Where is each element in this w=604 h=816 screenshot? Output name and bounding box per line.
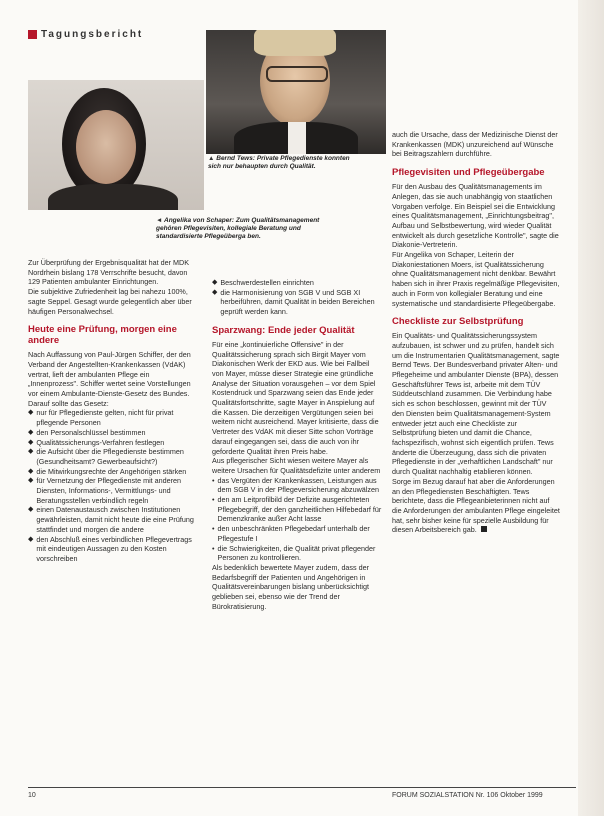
- subheading: Sparzwang: Ende jeder Qualität: [212, 324, 355, 336]
- paragraph: Als bedenklich bewertete Mayer zudem, dass der Bedarfsbegriff der Patienten und Angehörigen in Qualitätsvereinbarungen bislang unberücksichtigt geblieben sei, ebenso wie der Trend der Bürokratisierung.: [212, 562, 370, 611]
- dot-list: [212, 476, 382, 563]
- paragraph: auch die Ursache, dass der Medizinische Dienst der Krankenkassen (MDK) unzureichend auf Wünsche bei Beitragszahlern durchführe.: [392, 130, 558, 159]
- photo-bernd-tews: [206, 30, 386, 154]
- list-item: • den unbeschränkten Pflegebedarf unterhalb der Pflegestufe I: [212, 524, 370, 543]
- list-item: ◆ für Vernetzung der Pflegedienste mit anderen Diensten, Informations-, Vermittlungs- und Beratungsstellen verbindlich regeln: [28, 476, 182, 505]
- list-item: ◆ den Abschluß eines verbindlichen Pflegevertrags mit eindeutigen Aussagen zu den Kosten vorschreiben: [28, 534, 192, 563]
- subheading: Pflegevisiten und Pflegeübergabe: [392, 167, 545, 179]
- paragraph: Ein Qualitäts- und Qualitätssicherungssystem aufzubauen, ist schwer und zu prüfen, handelt sich um die Instrumentarien Qualitätsmanagement, sagte Bernd Tews. Der Bundesverband privater Alten- und Pflegeheime und ambulanter Dienste (BPA), dessen Geschäftsführer Tews ist, arbeite mit dem TÜV Süddeutschland zusammen. Die Verbindung habe sich es schon beschlossen, gewinnt mit der TÜV den Diensten beim Qualitätsmanagement-System entweder jetzt auch eine Checkliste zur Selbstprüfung bieten und damit die Chance, fachspezifisch, wohnst sich eigentlich prüfen. Tews änderte die Überzeugung, dass sich die privaten Pflegedienste in der „verhaftlichen Landschaft" nur durch Qualität nachhaltig etablieren können.: [392, 331, 560, 477]
- paragraph: Für Angelika von Schaper, Leiterin der Diakoniestationen Moers, ist Qualitätssicherung ohne Qualitätsmanagement nicht denkbar. Bewährt haben sich in ihrer Praxis regelmäßige Pflegevisiten, auch in Form von kollegialer Beratung und eine systematische und standardisierte Pflegeübergabe.: [392, 250, 560, 308]
- footer-rule: [28, 787, 576, 788]
- paragraph: Die subjektive Zufriedenheit lag bei nahezu 100%, sagte Seppel. Gesagt wurde gelegentlich aber über häufigen Personalwechsel.: [28, 287, 192, 316]
- article-column-1: [28, 258, 198, 564]
- photo-caption-right: ▲ Bernd Tews: Private Pflegedienste konnten sich nur behaupten durch Qualität.: [208, 155, 350, 170]
- caption-arrow-up-icon: ▲: [208, 155, 215, 162]
- dot-bullet-icon: •: [212, 543, 215, 553]
- list-item: ◆ die Harmonisierung von SGB V und SGB XI herbeiführen, damit Qualität in beiden Bereichen geprüft werden kann.: [212, 287, 375, 317]
- list-item: ◆ den Personalschlüssel bestimmen: [28, 427, 146, 437]
- section-marker: [28, 30, 37, 39]
- paragraph: Für den Ausbau des Qualitätsmanagements im Anlegen, das sie auch unabhängig von staatlichen Vorgaben verfolge. Ein Beispiel sei die Entwicklung eines Qualitätsmanagement, „Einrichtungsbeitrag", Aufbau und Selbstbewertung, wird wieder Qualität entwickelt als durch gesetzliche Kontrolle", sagte die Diakonie-Vertreterin.: [392, 182, 559, 250]
- paragraph: Zur Überprüfung der Ergebnisqualität hat der MDK Nordrhein bislang 178 Verrschrifte besucht, davon 129 Patienten ambulanter Einrichtungen.: [28, 258, 190, 287]
- section-kicker: Tagungsbericht: [41, 29, 144, 40]
- journal-footer: FORUM SOZIALSTATION Nr. 106 Oktober 1999: [392, 792, 543, 799]
- bullet-list: [28, 408, 198, 563]
- diamond-bullet-icon: ◆: [28, 477, 34, 485]
- dot-bullet-icon: •: [212, 475, 215, 485]
- paragraph: Für eine „kontinuierliche Offensive" in der Qualitätssicherung sprach sich Birgit Mayer vom Diakonischen Werk der EKD aus. Wie bei Fallbeil von Mayer, müsse dieser Strategie eine gründliche Analyse der Situation vorausgehen – vor dem Spiel Kostendruck und Sparzwang seien das Ende jeder Qualitätsfortschritte, sagte Mayer in Anspielung auf die Kassen. Die derzeitigen Vergütungen seien bei weitem nicht ausreichend. Mayer kritisierte, dass die Vertreter des VdAK mit dieser Sitte schon Vorträge darauf eingegangen sei, dass die auch von ihr geforderte Qualität ihren Preis habe.: [212, 339, 379, 456]
- diamond-bullet-icon: ◆: [28, 535, 34, 543]
- list-item: ◆ Beschwerdestellen einrichten: [212, 278, 314, 287]
- diamond-bullet-icon: ◆: [212, 288, 218, 296]
- list-item: ◆ Qualitätssicherungs-Verfahren festlegen: [28, 437, 165, 447]
- list-item: • die Schwierigkeiten, die Qualität privat pflegender Personen zu kontrollieren.: [212, 543, 376, 563]
- list-item: ◆ die Mitwirkungsrechte der Angehörigen stärken: [28, 466, 187, 476]
- page-number: 10: [28, 792, 36, 799]
- page-edge-shadow: [578, 0, 604, 816]
- list-item: • den am Leitprofilbild der Defizite ausgerichteten Pflegebegriff, der den ganzheitlichen Hilfebedarf für Demenzkranke außer Acht lasse: [212, 495, 382, 524]
- list-item: ◆ einen Datenaustausch zwischen Institutionen gewährleisten, damit nicht heute die eine Prüfung stattfindet und morgen die andere: [28, 505, 194, 534]
- end-of-article-mark: [481, 526, 487, 532]
- photo-caption-left: ◄ Angelika von Schaper: Zum Qualitätsmanagement gehören Pflegevisiten, kollegiale Beratung und standardisierte Pflegeüberga ben.: [156, 217, 320, 240]
- diamond-bullet-icon: ◆: [28, 409, 34, 417]
- list-item: ◆ die Aufsicht über die Pflegedienste bestimmen (Gesundheitsamt? Gewerbeaufsicht?): [28, 447, 184, 466]
- dot-bullet-icon: •: [212, 495, 215, 505]
- diamond-bullet-icon: ◆: [28, 448, 34, 456]
- article-column-3: [392, 130, 560, 535]
- dot-bullet-icon: •: [212, 524, 215, 534]
- subheading: Checkliste zur Selbstprüfung: [392, 316, 524, 328]
- diamond-bullet-icon: ◆: [28, 467, 34, 475]
- paragraph: Sorge im Bezug darauf hat aber die Anforderungen an den Pflegediensten Beschäftigten. Tews berichtete, dass die Pflegeanbieterinnen nicht auf die Anforderungen der ambulanten Pflege eingeleitet hat, sehr bisher keine für spezielle Ausbildung für diesen Arbeitsbereich gab.: [392, 476, 560, 535]
- article-column-2: [212, 278, 382, 612]
- diamond-bullet-icon: ◆: [28, 506, 34, 514]
- diamond-bullet-icon: ◆: [28, 428, 34, 436]
- caption-arrow-left-icon: ◄: [156, 217, 163, 224]
- paragraph: Nach Auffassung von Paul-Jürgen Schiffer, der den Verband der Angestellten-Krankenkassen (VdAK) vertrat, lieft der ambulanten Pflege ein „Innenprozess". Schiffer wertet seine Vorstellungen vor einem Ambulante-Dienste-Gesetz des Bundes. Darauf sollte das Gesetz:: [28, 350, 191, 408]
- diamond-bullet-icon: ◆: [28, 438, 34, 446]
- diamond-bullet-icon: ◆: [212, 279, 218, 286]
- list-item: ◆ nur für Pflegedienste gelten, nicht für privat pflegende Personen: [28, 408, 174, 428]
- subheading: Heute eine Prüfung, morgen eine andere: [28, 324, 177, 347]
- photo-angelika-von-schaper: [28, 80, 204, 210]
- list-item: • das Vergüten der Krankenkassen, Leistungen aus dem SGB V in der Pflegeversicherung abzuwälzen: [212, 475, 379, 495]
- paragraph: Aus pflegerischer Sicht wiesen weitere Mayer als weitere Ursachen für Qualitätsdefizite unter anderem: [212, 456, 381, 475]
